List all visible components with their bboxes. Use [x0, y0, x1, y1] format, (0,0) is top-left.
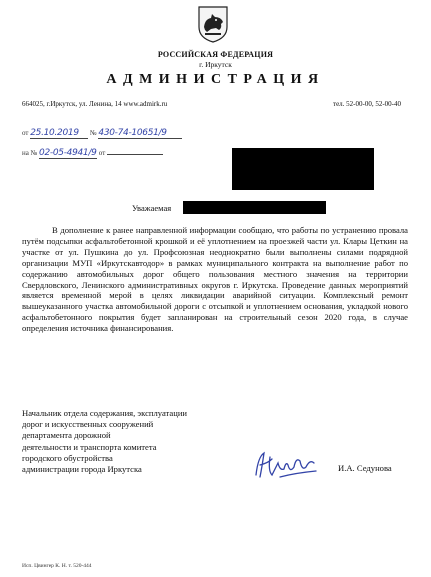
incoming-date-blank	[107, 146, 163, 155]
incoming-number: 02-05-4941/9	[39, 148, 97, 158]
letter-body	[22, 225, 408, 334]
greeting: Уважаемая	[132, 203, 172, 213]
position-line: Начальник отдела содержания, эксплуатации	[22, 408, 188, 418]
outgoing-number: 430-74-10651/9	[98, 128, 182, 139]
position-line: деятельности и транспорта комитета	[22, 441, 157, 452]
position-line: городского обустройства	[22, 452, 113, 463]
position-line: департамента дорожной	[22, 430, 111, 441]
recipient-redaction	[232, 148, 374, 190]
coat-of-arms-icon	[196, 5, 230, 43]
number-sign: №	[89, 129, 97, 137]
name-redaction	[183, 201, 326, 214]
outgoing-date: 25.10.2019	[30, 128, 88, 139]
body-paragraph: В дополнение к ранее направленной информации сообщаю, что работы по устранению провала путём подсыпки асфальтобетонной крошкой и её уплотнением на проезжей части ул. Клары Цеткин на участке от ул. Пушкина до ул. Профсоюзная неоднократно были выполнены силами подрядной организации МУП «Иркутскавтодор» в рамках муниципального контракта на выполнение работ по содержанию автомобильных дорог общего пользования местного значения на территории Свердловского, Ленинского административных округов г. Иркутска. Проведение данных мероприятий является временной мерой в целях ликвидации аварийной ситуации. Комплексный ремонт вышеуказанного участка автомобильной дороги с отсыпкой и уплотнением основания, укладкой нового асфальтобетонного покрытия будет запланирован на строительный сезон 2020 года, в случае определения источника финансирования.	[22, 225, 408, 334]
position-line: дорог и искусственных сооружений	[22, 419, 154, 430]
incoming-registration	[22, 146, 163, 159]
country-name: РОССИЙСКАЯ ФЕДЕРАЦИЯ	[157, 50, 274, 59]
position-line: администрации города Иркутска	[22, 464, 142, 475]
phone-line: тел. 52-00-00, 52-00-40	[333, 100, 401, 108]
signer-name: И.А. Седунова	[338, 463, 392, 473]
executor-note: Исп. Цвингер К. Н. т. 520-444	[22, 563, 92, 569]
signatory-position	[22, 408, 252, 475]
on-number-label: на №	[22, 149, 38, 157]
organization-title: АДМИНИСТРАЦИЯ	[106, 72, 325, 87]
incoming-from-label: от	[98, 149, 106, 157]
outgoing-registration	[22, 128, 182, 139]
from-label: от	[22, 129, 29, 137]
address-line: 664025, г.Иркутск, ул. Ленина, 14 www.admirk.ru	[22, 100, 168, 108]
city-name: г. Иркутск	[199, 60, 232, 69]
handwritten-signature	[250, 447, 320, 483]
